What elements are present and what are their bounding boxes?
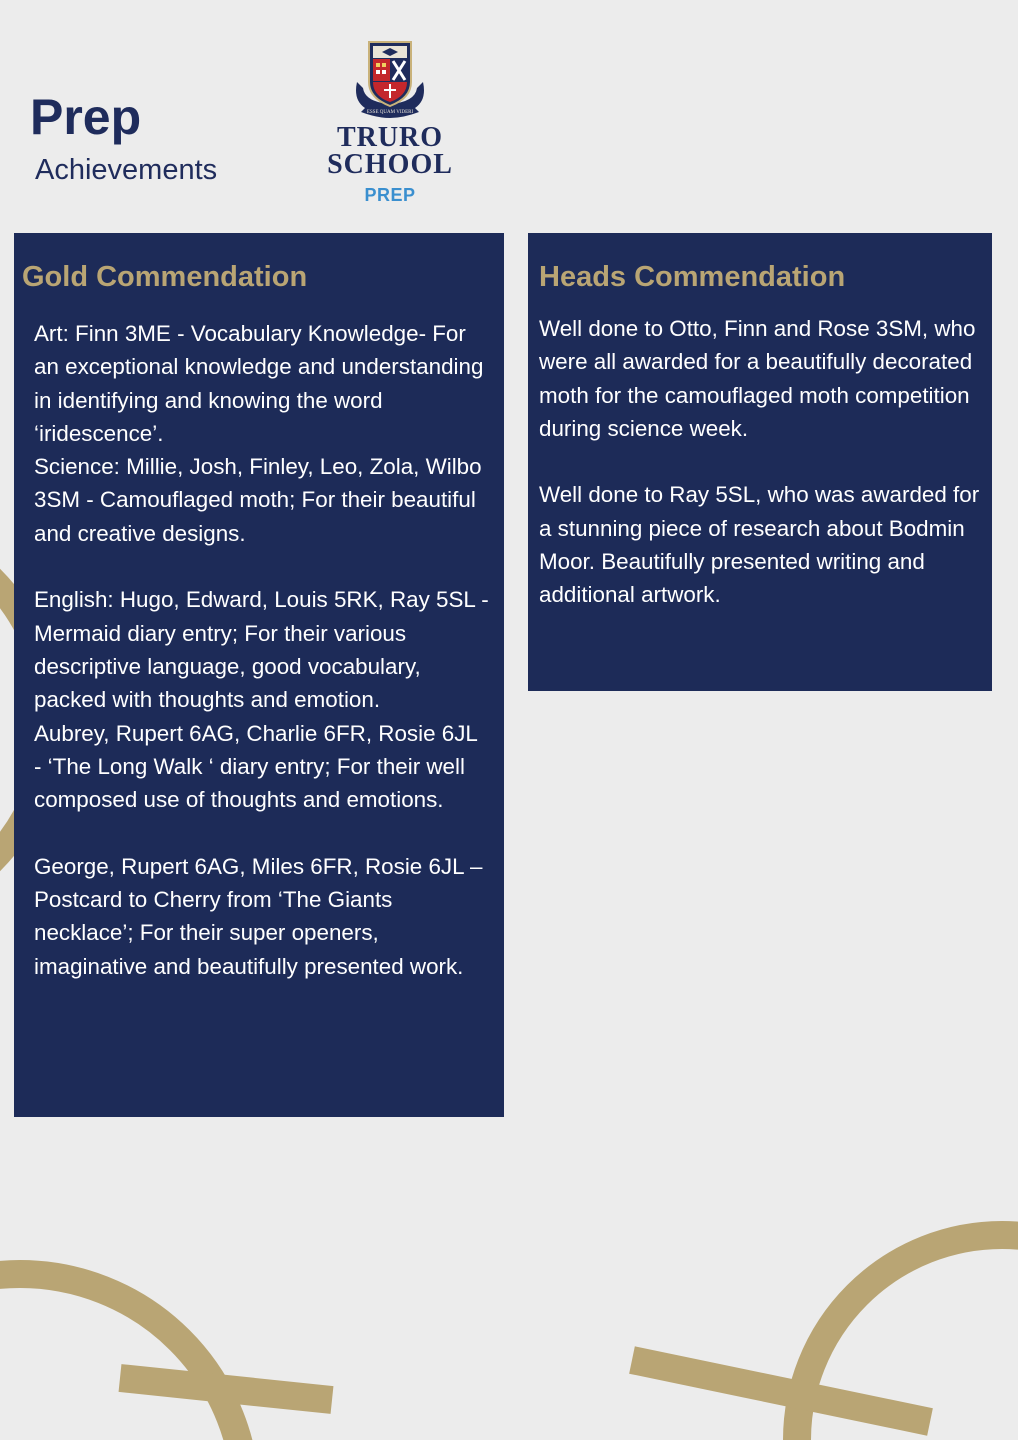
gold-entry-art: Art: Finn 3ME - Vocabulary Knowledge- For an exceptional knowledge and understanding in identifying and knowing the word ‘iridescence’. xyxy=(34,321,484,446)
gold-entry-postcard: George, Rupert 6AG, Miles 6FR, Rosie 6JL – Postcard to Cherry from ‘The Giants necklace’; For their super openers, imaginative and beautifully presented work. xyxy=(34,853,483,979)
school-logo xyxy=(318,38,462,208)
logo-line-2: SCHOOL xyxy=(327,149,453,180)
heads-entry-research: Well done to Ray 5SL, who was awarded for a stunning piece of research about Bodmin Moor. Beautifully presented writing and additional artwork. xyxy=(539,482,980,608)
heads-entry-moth: Well done to Otto, Finn and Rose 3SM, who were all awarded for a beautifully decorated moth for the camouflaged moth competition during science week. xyxy=(539,316,976,441)
logo-line-3: PREP xyxy=(364,185,416,205)
heads-commendation-heading: Heads Commendation xyxy=(539,261,846,293)
gold-entry-english: English: Hugo, Edward, Louis 5RK, Ray 5SL - Mermaid diary entry; For their various descriptive language, good vocabulary, packed with thoughts and emotion. xyxy=(34,587,489,713)
page-title: Prep xyxy=(30,89,142,145)
heads-commendation-list xyxy=(539,312,986,612)
gold-entry-science: Science: Millie, Josh, Finley, Leo, Zola, Wilbo 3SM - Camouflaged moth; For their beautiful and creative designs. xyxy=(34,454,482,546)
gold-commendation-heading: Gold Commendation xyxy=(22,261,308,293)
gold-entry-long-walk: Aubrey, Rupert 6AG, Charlie 6FR, Rosie 6JL - ‘The Long Walk ‘ diary entry; For their well composed use of thoughts and emotions. xyxy=(34,720,478,813)
gold-commendation-panel xyxy=(14,233,504,1117)
heads-commendation-panel xyxy=(528,233,992,691)
page-subtitle: Achievements xyxy=(35,154,218,186)
logo-motto: ESSE QUAM VIDERI xyxy=(366,110,414,115)
gold-commendation-list xyxy=(34,317,490,983)
school-crest-icon xyxy=(351,38,429,118)
logo-line-1: TRURO xyxy=(336,122,444,153)
